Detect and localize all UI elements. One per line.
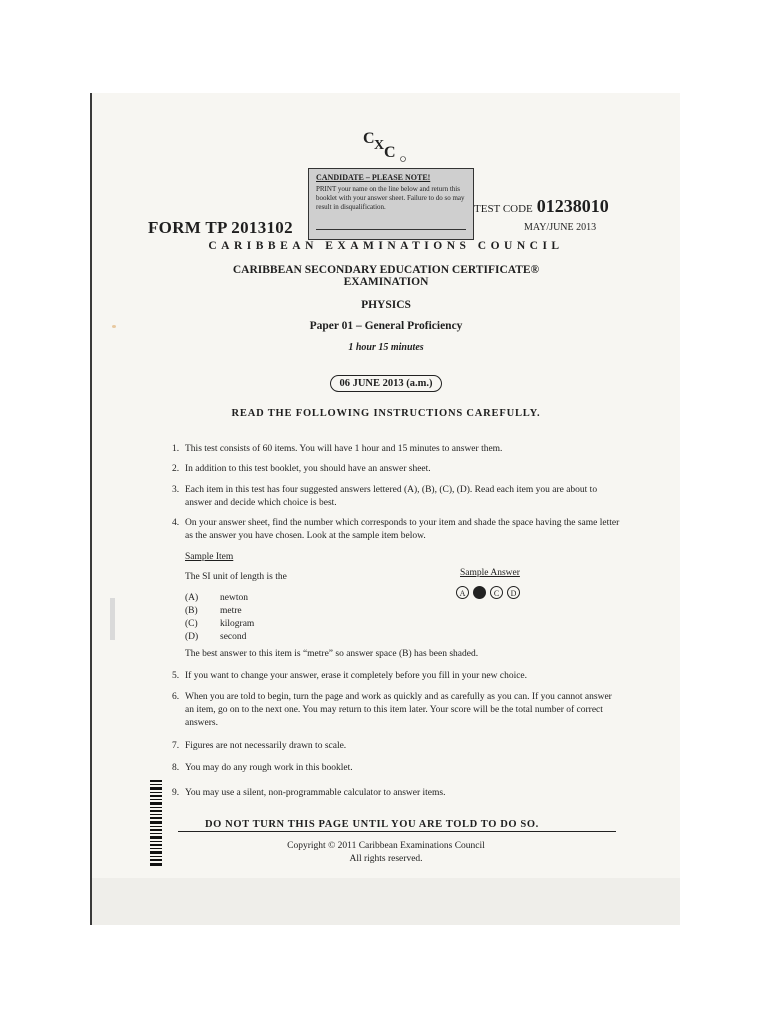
instruction-item [172, 517, 622, 543]
rights-text: All rights reserved. [349, 854, 423, 864]
svg-text:X: X [374, 138, 385, 153]
instruction-number: 6. [172, 692, 180, 702]
exam-session: MAY/JUNE 2013 [524, 222, 597, 233]
do-not-turn-warning: DO NOT TURN THIS PAGE UNTIL YOU ARE TOLD TO DO SO. [205, 819, 539, 830]
instruction-number: 9. [172, 788, 180, 798]
read-instructions-heading: READ THE FOLLOWING INSTRUCTIONS CAREFULLY. [231, 408, 541, 419]
copyright-text: Copyright © 2011 Caribbean Examinations Council [287, 841, 485, 851]
test-code-number: 01238010 [536, 196, 609, 216]
candidate-name-line [316, 229, 466, 230]
sample-answer-label: Sample Answer [460, 568, 520, 578]
duration: 1 hour 15 minutes [348, 342, 424, 353]
instruction-number: 2. [172, 464, 180, 474]
answer-bubble-d: D [507, 586, 520, 599]
footer-rule [178, 831, 616, 832]
instruction-text: Figures are not necessarily drawn to scale. [185, 741, 347, 751]
instruction-item [172, 670, 622, 683]
sample-option: (D) second [185, 632, 247, 642]
instruction-item [172, 484, 622, 510]
council-name: CARIBBEAN EXAMINATIONS COUNCIL [208, 240, 564, 252]
instruction-text: In addition to this test booklet, you should have an answer sheet. [185, 464, 431, 474]
svg-text:C: C [363, 130, 375, 147]
instruction-number: 5. [172, 671, 180, 681]
svg-text:C: C [384, 144, 396, 161]
form-code: FORM TP 2013102 [148, 218, 293, 237]
answer-bubble-a: A [456, 586, 469, 599]
instruction-item [172, 787, 622, 800]
instruction-text: When you are told to begin, turn the page and work as quickly and as carefully as you can. If you cannot answer an item, go on to the next one. You may return to this item later. Your score will be the total number of correct answers. [185, 692, 612, 728]
candidate-note-box [308, 168, 474, 240]
instruction-text: This test consists of 60 items. You will have 1 hour and 15 minutes to answer them. [185, 444, 503, 454]
sample-item-label: Sample Item [185, 552, 234, 562]
scan-mark [110, 598, 115, 640]
sample-option: (A) newton [185, 593, 248, 603]
subject-title: PHYSICS [361, 299, 411, 311]
exam-date: 06 JUNE 2013 (a.m.) [330, 375, 441, 392]
date-wrapper [92, 373, 680, 392]
sample-option: (B) metre [185, 606, 242, 616]
instruction-number: 8. [172, 763, 180, 773]
page-bottom-strip [92, 878, 680, 925]
candidate-note-title: CANDIDATE – PLEASE NOTE! [316, 173, 431, 182]
examination-title: EXAMINATION [343, 276, 429, 288]
test-code-block [474, 196, 609, 217]
test-code-label: TEST CODE [474, 203, 533, 215]
instruction-text: On your answer sheet, find the number which corresponds to your item and shade the space having the same letter as the answer you have chosen. Look at the sample item below. [185, 518, 620, 541]
answer-bubbles [456, 586, 520, 599]
answer-bubble-c: C [490, 586, 503, 599]
instruction-item [172, 762, 622, 775]
sample-question: The SI unit of length is the [185, 572, 287, 582]
instruction-text: If you want to change your answer, erase it completely before you fill in your new choice. [185, 671, 528, 681]
instruction-item [172, 443, 622, 456]
instruction-text: Each item in this test has four suggested answers lettered (A), (B), (C), (D). Read each item you are about to answer and decide which choice is best. [185, 485, 598, 508]
instruction-number: 1. [172, 444, 180, 454]
cxc-logo [360, 125, 410, 165]
candidate-note-text: PRINT your name on the line below and return this booklet with your answer sheet. Failure to do so may result in disqualification. [316, 185, 465, 211]
best-answer-note: The best answer to this item is “metre” so answer space (B) has been shaded. [185, 649, 479, 659]
sample-options [185, 592, 254, 644]
instruction-item [172, 463, 622, 476]
paper-title: Paper 01 – General Proficiency [309, 320, 463, 332]
page-edge [90, 93, 92, 925]
instruction-item [172, 740, 622, 753]
answer-bubble-b-shaded: B [473, 586, 486, 599]
instruction-number: 4. [172, 518, 180, 528]
instruction-item [172, 691, 622, 730]
instruction-number: 7. [172, 741, 180, 751]
copyright-block [92, 840, 680, 866]
instruction-number: 3. [172, 485, 180, 495]
instruction-text: You may do any rough work in this booklet. [185, 763, 353, 773]
certificate-title: CARIBBEAN SECONDARY EDUCATION CERTIFICATE® [232, 264, 540, 276]
instruction-text: You may use a silent, non-programmable calculator to answer items. [185, 788, 446, 798]
sample-option: (C) kilogram [185, 619, 255, 629]
